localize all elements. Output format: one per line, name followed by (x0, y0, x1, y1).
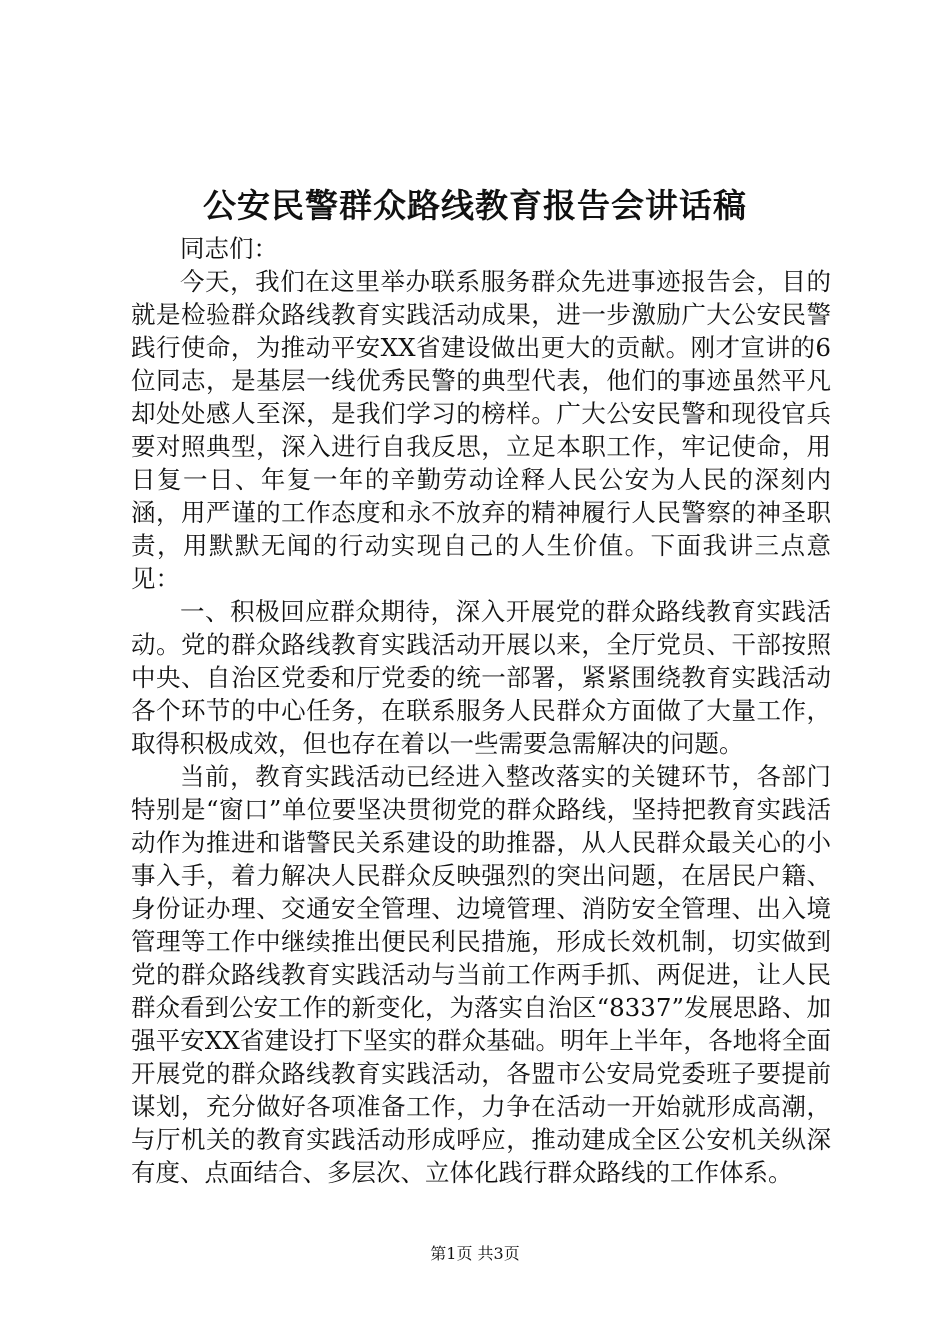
page-footer: 第1页 共3页 (430, 1244, 520, 1263)
salutation-paragraph: 同志们： (180, 234, 278, 263)
intro-paragraph: 今天，我们在这里举办联系服务群众先进事迹报告会，目的就是检验群众路线教育实践活动成果，进一步激励广大公安民警践行使命，为推动平安XX省建设做出更大的贡献。刚才宣讲的6位同志，是基层一线优秀民警的典型代表，他们的事迹虽然平凡却处处感人至深，是我们学习的榜样。广大公安民警和现役官兵要对照典型，深入进行自我反思，立足本职工作，牢记使命，用日复一日、年复一年的辛勤劳动诠释人民公安为人民的深刻内涵，用严谨的工作态度和永不放弃的精神履行人民警察的神圣职责，用默默无闻的行动实现自己的人生价值。下面我讲三点意见： (131, 267, 831, 593)
document-title: 公安民警群众路线教育报告会讲话稿 (203, 186, 747, 225)
document-body (131, 232, 831, 1189)
point-one-paragraph: 一、积极回应群众期待，深入开展党的群众路线教育实践活动。党的群众路线教育实践活动开展以来，全厅党员、干部按照中央、自治区党委和厅党委的统一部署，紧紧围绕教育实践活动各个环节的中心任务，在联系服务人民群众方面做了大量工作，取得积极成效，但也存在着以一些需要急需解决的问题。 (131, 597, 831, 758)
current-stage-paragraph: 当前，教育实践活动已经进入整改落实的关键环节，各部门特别是“窗口”单位要坚决贯彻党的群众路线，坚持把教育实践活动作为推进和谐警民关系建设的助推器，从人民群众最关心的小事入手，着力解决人民群众反映强烈的突出问题，在居民户籍、身份证办理、交通安全管理、边境管理、消防安全管理、出入境管理等工作中继续推出便民利民措施，形成长效机制，切实做到党的群众路线教育实践活动与当前工作两手抓、两促进，让人民群众看到公安工作的新变化，为落实自治区“8337”发展思路、加强平安XX省建设打下坚实的群众基础。明年上半年，各地将全面开展党的群众路线教育实践活动，各盟市公安局党委班子要提前谋划，充分做好各项准备工作，力争在活动一开始就形成高潮，与厅机关的教育实践活动形成呼应，推动建成全区公安机关纵深有度、点面结合、多层次、立体化践行群众路线的工作体系。 (131, 762, 831, 1187)
